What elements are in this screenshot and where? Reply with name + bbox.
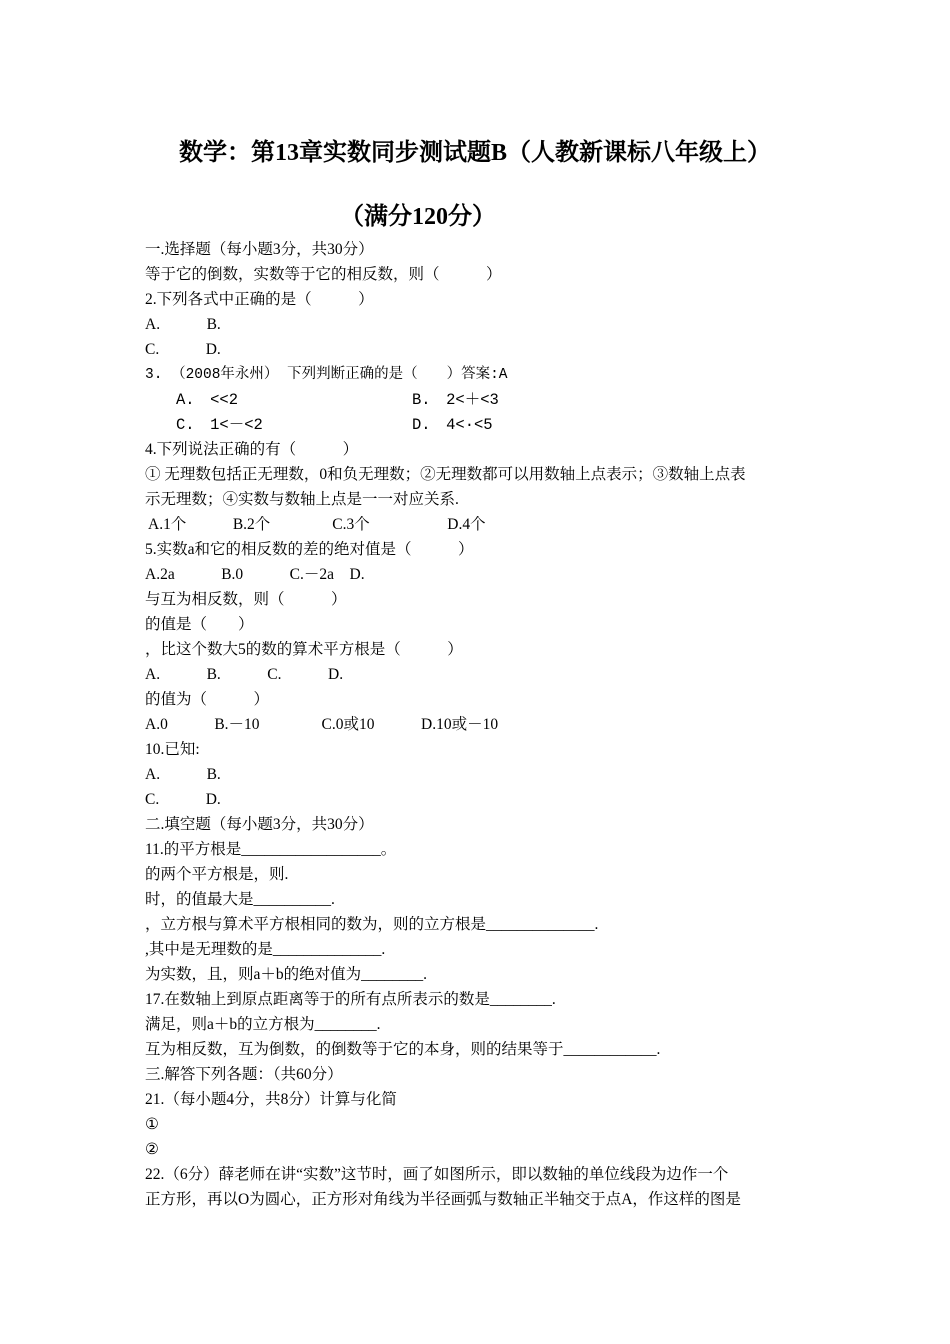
text-line: ① 无理数包括正无理数，0和负无理数；②无理数都可以用数轴上点表示；③数轴上点表 [145,466,746,483]
text-line: 等于它的倒数，实数等于它的相反数，则（ ） [145,266,502,283]
text-line: A.2a B.0 C.－2a D. [145,566,365,583]
q3-option-b: B. 2<＋<3 [412,391,499,409]
text-line: 示无理数；④实数与数轴上点是一一对应关系. [145,491,459,508]
text-line: ① [145,1116,159,1133]
text-line: 一.选择题（每小题3分，共30分） [145,241,374,258]
text-line: 三.解答下列各题：（共60分） [145,1066,343,1083]
text-line: 为实数，且，则a＋b的绝对值为________. [145,966,428,983]
text-line: 二.填空题（每小题3分，共30分） [145,816,374,833]
document-title: 数学：第13章实数同步测试题B（人教新课标八年级上） [178,140,771,166]
text-line: A. B. C. D. [145,666,344,683]
text-line: 的值是（ ） [145,616,254,633]
q3-option-c: C. 1<－<2 [176,416,263,434]
text-line: 的值为（ ） [145,691,270,708]
text-line: ，比这个数大5的数的算术平方根是（ ） [145,641,463,658]
text-line: 2.下列各式中正确的是（ ） [145,291,374,308]
document-subtitle: （满分120分） [340,204,496,230]
text-line: A. B. [145,766,221,783]
text-line: 5.实数a和它的相反数的差的绝对值是（ ） [145,541,474,558]
text-line: A. B. [145,316,221,333]
text-line: 互为相反数，互为倒数，的倒数等于它的本身，则的结果等于____________. [145,1041,661,1058]
text-line: C. D. [145,791,221,808]
text-line: 满足，则a＋b的立方根为________. [145,1016,381,1033]
text-line: ② [145,1141,159,1158]
q3-option-d: D. 4<·<5 [412,416,493,434]
text-line: C. D. [145,341,221,358]
text-line: 3. （2008年永州） 下列判断正确的是（ ）答案:A [145,367,508,383]
text-line: 正方形，再以O为圆心，正方形对角线为半径画弧与数轴正半轴交于点A，作这样的图是 [145,1191,741,1208]
text-line: 11.的平方根是__________________。 [145,841,397,858]
text-line: 17.在数轴上到原点距离等于的所有点所表示的数是________. [145,991,556,1008]
text-line: ,其中是无理数的是______________. [145,941,386,958]
text-line: A.1个 B.2个 C.3个 D.4个 [145,516,486,533]
q3-option-a: A. <<2 [176,391,239,409]
text-line: ，立方根与算术平方根相同的数为，则的立方根是______________. [145,916,599,933]
text-line: A.0 B.－10 C.0或10 D.10或－10 [145,716,499,733]
text-line: 21.（每小题4分，共8分）计算与化简 [145,1091,397,1108]
text-line: 22.（6分）薛老师在讲“实数”这节时，画了如图所示，即以数轴的单位线段为边作一个 [145,1166,729,1183]
text-line: 4.下列说法正确的有（ ） [145,441,359,458]
text-line: 时，的值最大是__________. [145,891,335,908]
text-line: 10.已知: [145,741,200,758]
text-line: 的两个平方根是，则. [145,866,289,883]
text-line: 与互为相反数，则（ ） [145,591,347,608]
